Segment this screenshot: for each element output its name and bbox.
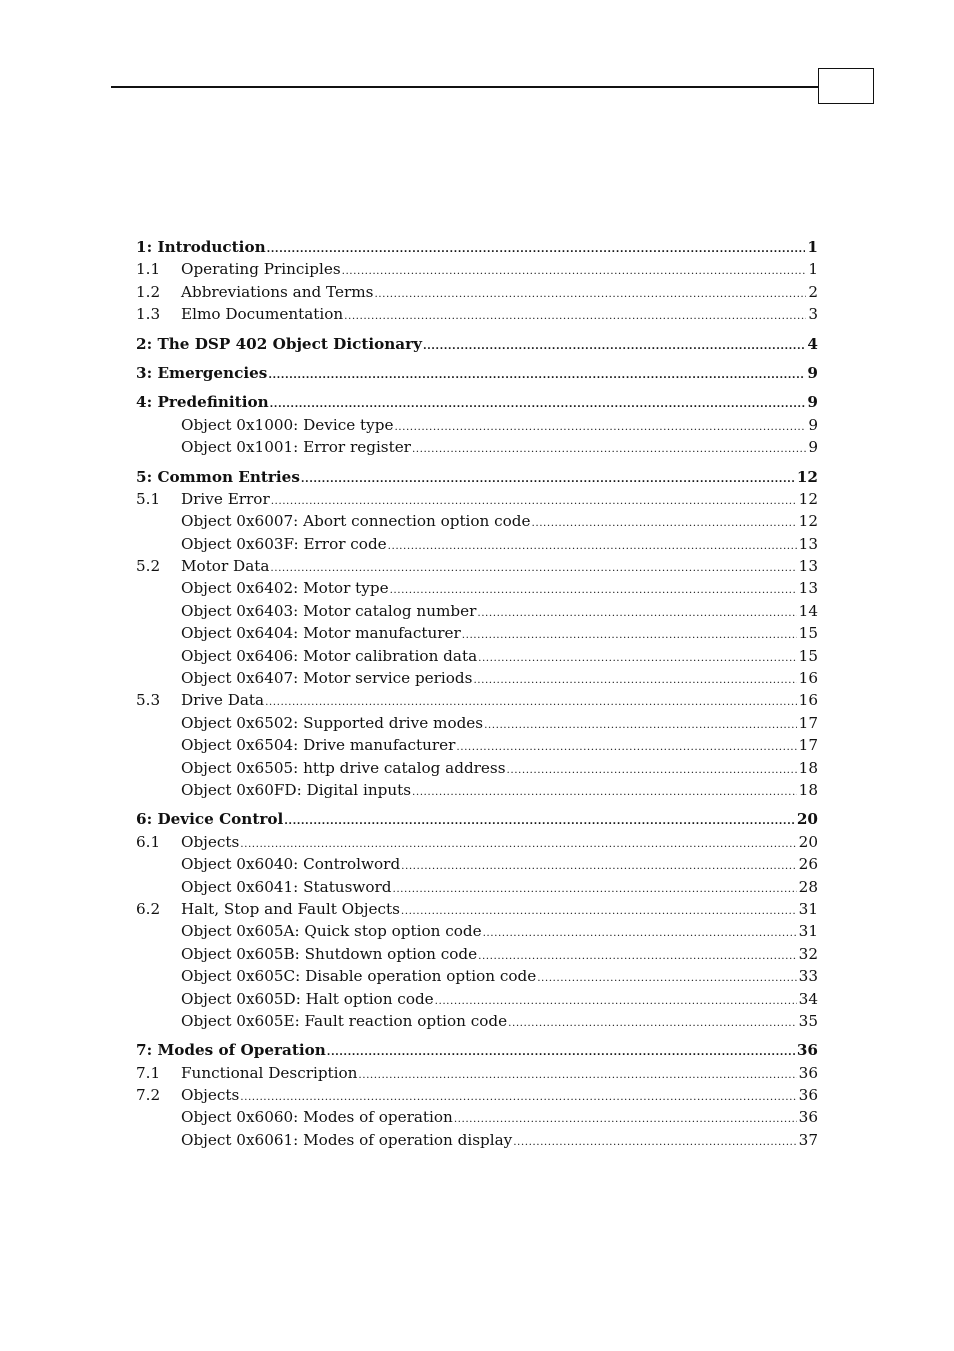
toc-page-number: 18 <box>798 780 818 799</box>
toc-dot-leader <box>401 861 797 872</box>
toc-entry-title: 6: Device Control <box>136 810 284 829</box>
toc-section-entry[interactable] <box>136 898 818 920</box>
toc-page-number: 28 <box>798 877 818 896</box>
toc-entry-title: Objects <box>181 1086 240 1105</box>
toc-entry-title: Object 0x6060: Modes of operation <box>181 1108 453 1127</box>
toc-object-entry[interactable] <box>136 414 818 436</box>
toc-section-entry[interactable] <box>136 281 818 303</box>
toc-entry-title: Functional Description <box>181 1063 358 1082</box>
toc-dot-leader <box>388 541 797 552</box>
toc-object-entry[interactable] <box>136 920 818 942</box>
toc-page-number: 31 <box>798 922 818 941</box>
toc-page-number: 36 <box>798 1086 818 1105</box>
toc-chapter-entry[interactable] <box>136 1039 818 1061</box>
toc-entry-number: 7.1 <box>136 1063 161 1082</box>
toc-entry-number: 6.2 <box>136 899 161 918</box>
toc-object-entry[interactable] <box>136 943 818 965</box>
toc-dot-leader <box>537 973 796 984</box>
toc-section-entry[interactable] <box>136 689 818 711</box>
toc-object-entry[interactable] <box>136 965 818 987</box>
toc-dot-leader <box>240 1092 796 1103</box>
toc-entry-title: Halt, Stop and Fault Objects <box>181 899 400 918</box>
toc-object-entry[interactable] <box>136 779 818 801</box>
toc-dot-leader <box>344 311 806 322</box>
toc-page-number: 13 <box>798 557 818 576</box>
table-of-contents <box>136 236 818 1151</box>
toc-entry-title: Motor Data <box>181 557 270 576</box>
toc-entry-title: Object 0x6407: Motor service periods <box>181 669 473 688</box>
toc-page-number: 9 <box>807 393 818 412</box>
toc-entry-title: Object 0x605D: Halt option code <box>181 989 434 1008</box>
toc-page-number: 9 <box>807 363 818 382</box>
toc-entry-number: 5.1 <box>136 489 161 508</box>
toc-page-number: 9 <box>808 438 818 457</box>
toc-entry-title: 5: Common Entries <box>136 467 300 486</box>
toc-chapter-entry[interactable] <box>136 236 818 258</box>
toc-entry-number: 6.1 <box>136 832 161 851</box>
toc-object-entry[interactable] <box>136 577 818 599</box>
header-rule <box>111 86 819 88</box>
toc-page-number: 15 <box>798 624 818 643</box>
toc-object-entry[interactable] <box>136 600 818 622</box>
toc-dot-leader <box>327 1047 795 1058</box>
toc-entry-title: Object 0x1000: Device type <box>181 415 394 434</box>
toc-section-entry[interactable] <box>136 258 818 280</box>
toc-page-number: 31 <box>798 899 818 918</box>
toc-object-entry[interactable] <box>136 734 818 756</box>
toc-entry-title: Object 0x6061: Modes of operation display <box>181 1130 513 1149</box>
toc-page-number: 12 <box>796 467 818 486</box>
toc-page-number: 17 <box>798 736 818 755</box>
toc-entry-title: 1: Introduction <box>136 238 266 256</box>
toc-dot-leader <box>473 675 796 686</box>
toc-dot-leader <box>412 444 806 455</box>
toc-entry-title: Object 0x6505: http drive catalog address <box>181 758 506 777</box>
toc-entry-number: 5.3 <box>136 691 161 710</box>
toc-dot-leader <box>478 653 797 664</box>
toc-page-number: 16 <box>798 691 818 710</box>
toc-entry-title: Object 0x6404: Motor manufacturer <box>181 624 461 643</box>
toc-page-number: 18 <box>798 758 818 777</box>
toc-page-number: 16 <box>798 669 818 688</box>
toc-page-number: 4 <box>807 334 818 353</box>
toc-entry-title: Object 0x6403: Motor catalog number <box>181 601 477 620</box>
toc-dot-leader <box>390 585 797 596</box>
toc-object-entry[interactable] <box>136 853 818 875</box>
toc-dot-leader <box>270 399 806 410</box>
toc-entry-title: Object 0x6041: Statusword <box>181 877 392 896</box>
toc-dot-leader <box>483 928 797 939</box>
toc-page-number: 36 <box>798 1063 818 1082</box>
toc-entry-title: Object 0x60FD: Digital inputs <box>181 780 412 799</box>
toc-dot-leader <box>268 370 805 381</box>
toc-page-number: 12 <box>798 512 818 531</box>
toc-object-entry[interactable] <box>136 988 818 1010</box>
toc-page-number: 13 <box>798 534 818 553</box>
toc-entry-number: 1.3 <box>136 305 161 324</box>
toc-dot-leader <box>456 742 796 753</box>
toc-section-entry[interactable] <box>136 831 818 853</box>
toc-page-number: 20 <box>798 832 818 851</box>
page-number-box <box>818 68 874 104</box>
toc-object-entry[interactable] <box>136 1010 818 1032</box>
toc-section-entry[interactable] <box>136 1084 818 1106</box>
toc-section-entry[interactable] <box>136 1062 818 1084</box>
toc-object-entry[interactable] <box>136 1129 818 1151</box>
toc-page-number: 9 <box>808 415 818 434</box>
toc-entry-title: 4: Predefinition <box>136 393 269 412</box>
toc-page-number: 3 <box>808 305 818 324</box>
toc-entry-title: 2: The DSP 402 Object Dictionary <box>136 334 422 353</box>
toc-entry-title: Object 0x603F: Error code <box>181 534 387 553</box>
toc-page-number: 36 <box>796 1041 818 1060</box>
toc-section-entry[interactable] <box>136 303 818 325</box>
toc-page-number: 17 <box>798 713 818 732</box>
toc-chapter-entry[interactable] <box>136 333 818 355</box>
toc-dot-leader <box>507 765 797 776</box>
toc-entry-title: Drive Error <box>181 489 270 508</box>
toc-entry-title: Object 0x605C: Disable operation option code <box>181 967 537 986</box>
toc-dot-leader <box>423 341 805 352</box>
toc-entry-number: 1.2 <box>136 282 161 301</box>
toc-object-entry[interactable] <box>136 622 818 644</box>
toc-object-entry[interactable] <box>136 876 818 898</box>
toc-dot-leader <box>484 720 797 731</box>
toc-object-entry[interactable] <box>136 645 818 667</box>
toc-dot-leader <box>477 608 796 619</box>
toc-page-number: 20 <box>796 810 818 829</box>
toc-dot-leader <box>478 951 797 962</box>
toc-dot-leader <box>412 787 797 798</box>
toc-page-number: 32 <box>798 944 818 963</box>
toc-page-number: 2 <box>808 282 818 301</box>
toc-page-number: 13 <box>798 579 818 598</box>
toc-page-number: 37 <box>798 1130 818 1149</box>
toc-entry-title: Object 0x6007: Abort connection option code <box>181 512 531 531</box>
toc-dot-leader <box>401 906 797 917</box>
toc-dot-leader <box>393 884 797 895</box>
toc-dot-leader <box>358 1070 796 1081</box>
toc-chapter-entry[interactable] <box>136 466 818 488</box>
toc-page-number: 15 <box>798 646 818 665</box>
toc-entry-title: Object 0x6040: Controlword <box>181 855 401 874</box>
toc-dot-leader <box>454 1114 797 1125</box>
toc-entry-title: Object 0x605B: Shutdown option code <box>181 944 478 963</box>
toc-entry-number: 7.2 <box>136 1086 161 1105</box>
toc-entry-title: Object 0x6504: Drive manufacturer <box>181 736 456 755</box>
toc-page-number: 26 <box>798 855 818 874</box>
toc-section-entry[interactable] <box>136 555 818 577</box>
toc-object-entry[interactable] <box>136 667 818 689</box>
toc-entry-title: Elmo Documentation <box>181 305 344 324</box>
toc-object-entry[interactable] <box>136 1106 818 1128</box>
toc-dot-leader <box>374 289 806 300</box>
toc-dot-leader <box>462 630 797 641</box>
toc-page-number: 34 <box>798 989 818 1008</box>
toc-entry-title: Object 0x6502: Supported drive modes <box>181 713 484 732</box>
toc-page-number: 35 <box>798 1011 818 1030</box>
toc-entry-number: 1.1 <box>136 260 161 279</box>
toc-page-number: 1 <box>808 260 818 279</box>
toc-page-number: 36 <box>798 1108 818 1127</box>
toc-section-entry[interactable] <box>136 488 818 510</box>
toc-entry-title: Abbreviations and Terms <box>181 282 374 301</box>
toc-entry-title: Objects <box>181 832 240 851</box>
toc-dot-leader <box>240 839 796 850</box>
toc-dot-leader <box>284 816 795 827</box>
toc-chapter-entry[interactable] <box>136 362 818 384</box>
toc-entry-title: Object 0x605E: Fault reaction option code <box>181 1011 508 1030</box>
toc-dot-leader <box>508 1018 797 1029</box>
toc-entry-title: Object 0x1001: Error register <box>181 438 411 457</box>
toc-dot-leader <box>532 518 797 529</box>
toc-entry-title: 7: Modes of Operation <box>136 1041 326 1060</box>
toc-entry-title: 3: Emergencies <box>136 363 268 382</box>
toc-entry-title: Object 0x605A: Quick stop option code <box>181 922 482 941</box>
toc-page-number: 12 <box>798 489 818 508</box>
toc-object-entry[interactable] <box>136 533 818 555</box>
toc-dot-leader <box>342 266 807 277</box>
toc-entry-number: 5.2 <box>136 557 161 576</box>
toc-entry-title: Drive Data <box>181 691 265 710</box>
toc-dot-leader <box>435 996 797 1007</box>
toc-entry-title: Object 0x6402: Motor type <box>181 579 389 598</box>
toc-page-number: 1 <box>807 238 818 256</box>
toc-dot-leader <box>394 422 806 433</box>
toc-entry-title: Operating Principles <box>181 260 341 279</box>
toc-page-number: 33 <box>798 967 818 986</box>
toc-dot-leader <box>267 244 806 255</box>
toc-dot-leader <box>513 1137 796 1148</box>
toc-chapter-entry[interactable] <box>136 391 818 413</box>
toc-page-number: 14 <box>798 601 818 620</box>
toc-dot-leader <box>270 563 796 574</box>
toc-dot-leader <box>265 697 797 708</box>
toc-object-entry[interactable] <box>136 436 818 458</box>
toc-dot-leader <box>271 496 797 507</box>
toc-dot-leader <box>301 474 795 485</box>
toc-chapter-entry[interactable] <box>136 808 818 830</box>
toc-object-entry[interactable] <box>136 510 818 532</box>
toc-entry-title: Object 0x6406: Motor calibration data <box>181 646 478 665</box>
toc-object-entry[interactable] <box>136 712 818 734</box>
toc-object-entry[interactable] <box>136 757 818 779</box>
